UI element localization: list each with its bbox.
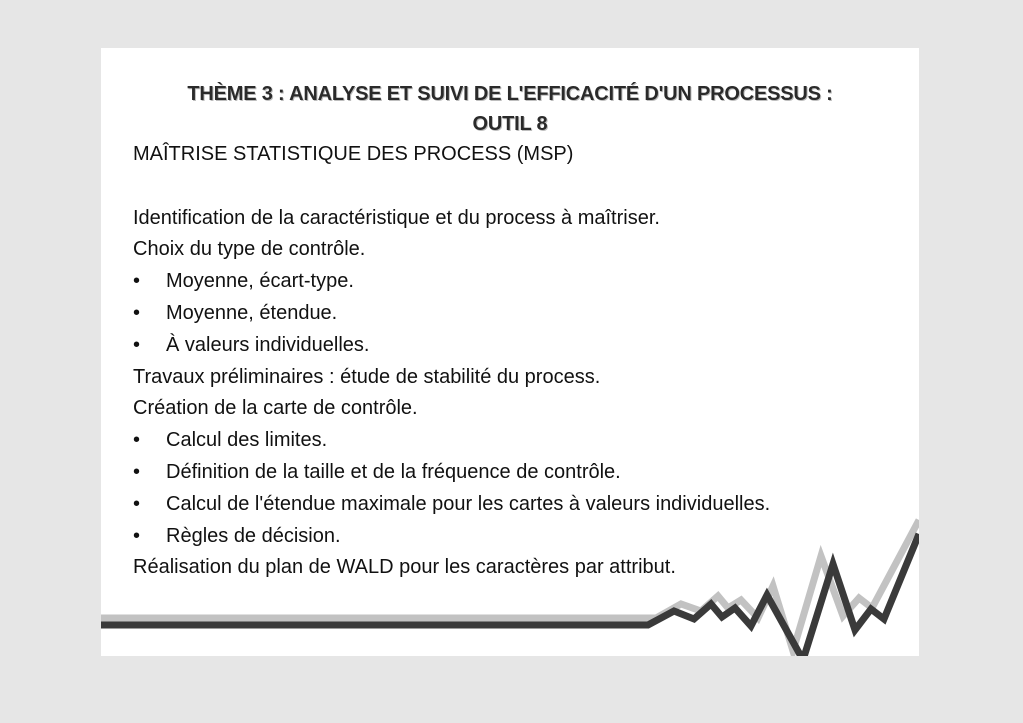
paragraph-text: Réalisation du plan de WALD pour les caractères par attribut. [133, 556, 676, 579]
slide-title-line-2: OUTIL 8 [472, 113, 548, 135]
section-subtitle: MAÎTRISE STATISTIQUE DES PROCESS (MSP) [133, 143, 574, 165]
zigzag-light-line [101, 520, 919, 651]
bullet-text: Moyenne, écart-type. [166, 270, 354, 293]
slide [101, 48, 919, 656]
bullet-marker: • [133, 429, 141, 452]
paragraph-text: Identification de la caractéristique et du process à maîtriser. [133, 206, 660, 229]
bullet-marker: • [133, 460, 141, 483]
slide-title-line-1: THÈME 3 : ANALYSE ET SUIVI DE L'EFFICACITÉ D'UN PROCESSUS : [187, 83, 833, 105]
bullet-text: À valeurs individuelles. [166, 333, 370, 356]
paragraph-text: Choix du type de contrôle. [133, 238, 366, 261]
bullet-text: Calcul des limites. [166, 429, 328, 452]
bullet-text: Calcul de l'étendue maximale pour les cartes à valeurs individuelles. [166, 492, 771, 515]
bullet-marker: • [133, 333, 141, 356]
decorative-zigzag-line [101, 48, 919, 656]
bullet-text: Moyenne, étendue. [166, 301, 338, 324]
bullet-marker: • [133, 301, 141, 324]
paragraph-text: Travaux préliminaires : étude de stabilité du process. [133, 365, 601, 388]
bullet-marker: • [133, 524, 141, 547]
bullet-text: Définition de la taille et de la fréquence de contrôle. [166, 460, 621, 483]
bullet-text: Règles de décision. [166, 524, 341, 547]
bullet-marker: • [133, 492, 141, 515]
paragraph-text: Création de la carte de contrôle. [133, 397, 418, 420]
bullet-marker: • [133, 270, 141, 293]
